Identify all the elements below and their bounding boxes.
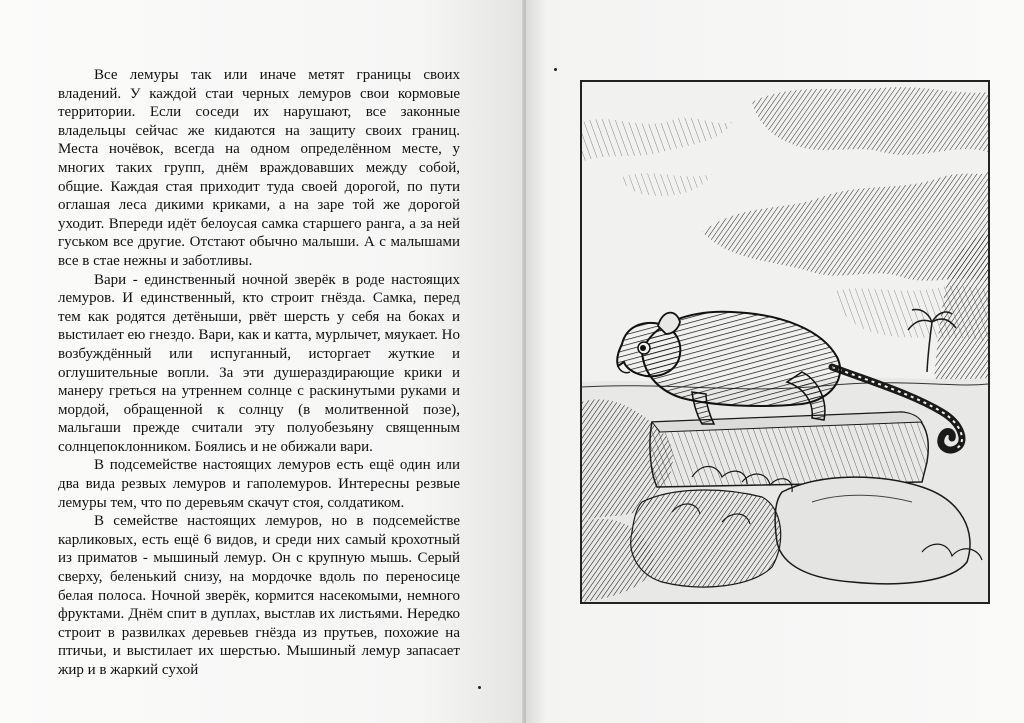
paragraph: В семействе настоящих лемуров, но в подсемействе карликовых, есть ещё 6 видов, и среди них самый крохотный из приматов - мышиный лемур. Он с крупную мышь. Серый сверху, беленький снизу, на мордочке вдоль по переносице белая полоса. Ночной зверёк, кормится насекомыми, немного фруктами. Днём спит в дуплах, выстлав их листьями. Нередко строит в развилках деревьев гнёзда из прутьев, похожие на птичьи, и выстилает их шерстью. Мышиный лемур запасает жир и в жаркий сухой [58,513,460,678]
paragraph: Вари - единственный ночной зверёк в роде настоящих лемуров. И единственный, кто строит гнёзда. Самка, перед тем как родятся детёныши, рвёт шерсть у себя на боках и выстилает ею гнездо. Вари, как и катта, мурлычет, мяукает. Но возбуждённый или испуганный, исторгает жуткие и оглушительные вопли. За эти душераздирающие крики и манеру греться на утреннем солнце с раскинутыми руками и мордой, обращенной к солнцу (в молитвенной позе), мальгаши прежде считали эту полуобезьяну священным солнцепоклонником. Боялись и не обижали вари. [58,271,460,455]
scan-speck [478,686,481,689]
paragraph: Все лемуры так или иначе метят границы своих владений. У каждой стаи черных лемуров свои кормовые территории. Если соседи их нарушают, все законные владельцы сейчас же кидаются на защиту своих границ. Места ночёвок, всегда на одном определённом месте, у многих таких групп, днём враждовавших между собой, общие. Каждая стая приходит туда своей дорогой, по пути оглашая леса дикими криками, а на заре той же дорогой уходит. Впереди идёт белоусая самка старшего ранга, а за ней гуськом все другие. Отстают обычно малыши. А с малышами все в стае нежны и заботливы. [58,67,460,269]
engraving-plate [580,80,990,604]
scan-speck [554,68,557,71]
paragraph: В подсемействе настоящих лемуров есть ещё один или два вида резвых лемуров и гаполемуров. Интересны резвые лемуры тем, что по деревьям скачут стоя, солдатиком. [58,457,460,511]
mouse-lemur-engraving-icon [582,82,988,602]
body-text [58,66,460,680]
